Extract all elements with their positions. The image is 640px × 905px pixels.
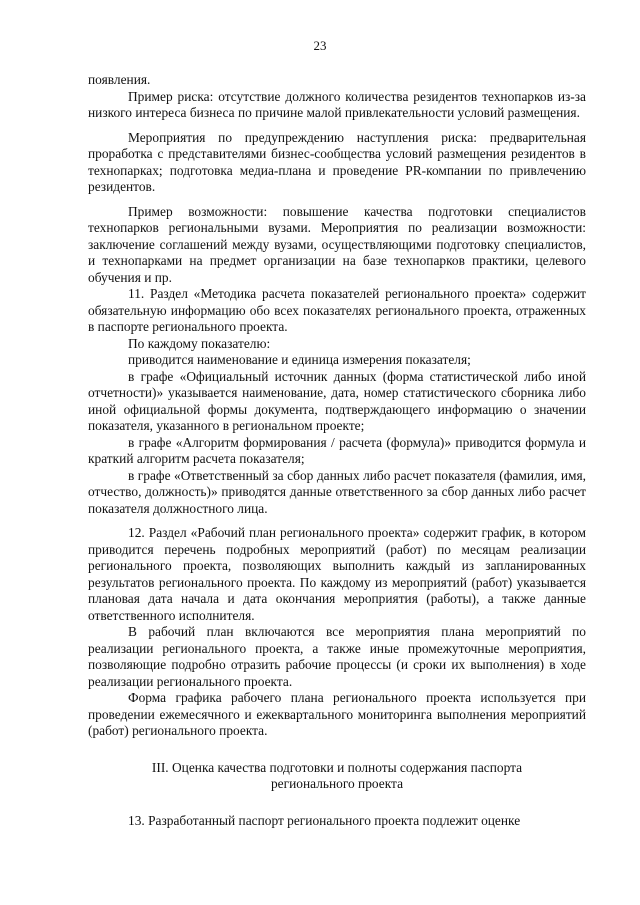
paragraph: В рабочий план включаются все мероприятия плана мероприятий по реализации регионального проекта, а также иные промежуточные мероприятия, позволяющие подробно отразить рабочие процессы (и сроки их выполнения) в ходе реализации регионального проекта.	[88, 624, 586, 689]
paragraph: в графе «Официальный источник данных (форма статистической либо иной отчетности)» указывается наименование, дата, номер статистического сборника либо иной официальной формы документа, подтверждающего информацию о значении показателя, указанного в региональном проекте;	[88, 368, 586, 433]
section-heading-line: регионального проекта	[270, 776, 404, 791]
paragraph: Мероприятия по предупреждению наступления риска: предварительная проработка с представителями бизнес-сообщества условий размещения резидентов в технопарках; подготовка медиа-плана и проведение PR-компании по привлечению резидентов.	[88, 129, 586, 194]
page-number: 23	[313, 38, 327, 53]
paragraph: в графе «Алгоритм формирования / расчета (формула)» приводится формула и краткий алгоритм расчета показателя;	[88, 434, 586, 466]
document-body	[88, 72, 586, 829]
section-heading	[88, 760, 586, 793]
section-heading-line: III. Оценка качества подготовки и полноты содержания паспорта	[151, 759, 523, 775]
paragraph: появления.	[88, 72, 151, 87]
paragraph: 13. Разработанный паспорт регионального проекта подлежит оценке	[128, 812, 521, 828]
paragraph: приводится наименование и единица измерения показателя;	[128, 352, 471, 367]
paragraph: Пример риска: отсутствие должного количества резидентов технопарков из-за низкого интереса бизнеса по причине малой привлекательности условий размещения.	[88, 88, 586, 120]
paragraph: в графе «Ответственный за сбор данных либо расчет показателя (фамилия, имя, отчество, должность)» приводятся данные ответственного за сбор данных либо расчет показателя должностного лица.	[88, 467, 586, 516]
paragraph: Форма графика рабочего плана регионального проекта используется при проведении ежемесячного и ежеквартального мониторинга выполнения мероприятий (работ) регионального проекта.	[88, 690, 586, 738]
paragraph: 11. Раздел «Методика расчета показателей регионального проекта» содержит обязательную информацию обо всех показателях регионального проекта, отраженных в паспорте регионального проекта.	[88, 286, 586, 334]
paragraph: По каждому показателю:	[128, 335, 271, 351]
paragraph: 12. Раздел «Рабочий план регионального проекта» содержит график, в котором приводится перечень подробных мероприятий (работ) по месяцам реализации регионального проекта, позволяющих выполнить каждый из запланированных результатов регионального проекта. По каждому из мероприятий (работ) указывается плановая дата начала и дата окончания мероприятия (работы), а также данные ответственного исполнителя.	[88, 525, 586, 623]
paragraph: Пример возможности: повышение качества подготовки специалистов технопарков региональными вузами. Мероприятия по реализации возможности: заключение соглашений между вузами, осуществляющими подготовку специалистов, и технопарками на предмет организации на базе технопарков практики, целевого обучения и пр.	[88, 203, 586, 285]
